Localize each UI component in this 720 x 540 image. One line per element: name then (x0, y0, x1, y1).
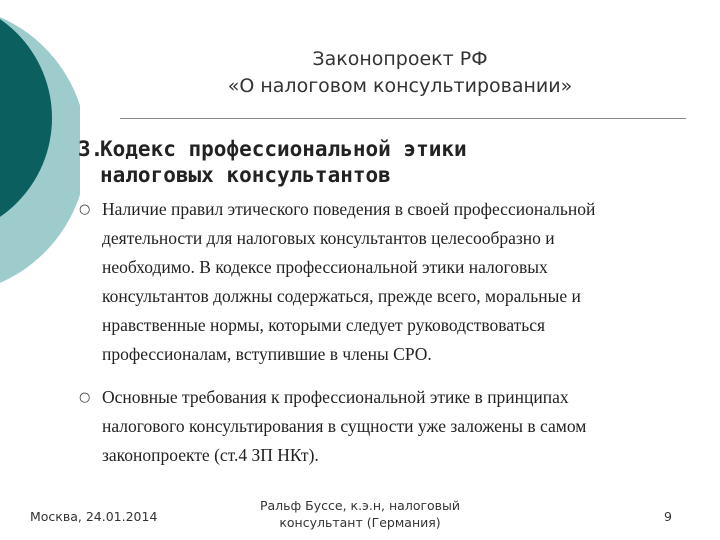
slide-title (190, 46, 610, 100)
title-divider (120, 118, 686, 119)
footer-author-line-2: консультант (Германия) (279, 515, 441, 530)
decorative-circles (0, 0, 80, 300)
bullet-list (78, 195, 678, 484)
footer-author-line-1: Ральф Буссе, к.э.н, налоговый (259, 498, 461, 513)
bullet-line: нравственные нормы, которыми следует руководствоваться (102, 315, 546, 335)
bullet-line: Основные требования к профессиональной этике в принципах (102, 387, 569, 407)
bullet-line: законопроекте (ст.4 ЗП НКт). (102, 445, 319, 465)
slide-title-line-2: «О налоговом консультировании» (227, 75, 573, 97)
bullet-item (78, 383, 678, 470)
footer-date-location: Москва, 24.01.2014 (30, 509, 158, 524)
bullet-line: консультантов должны содержаться, прежде всего, моральные и (102, 286, 581, 306)
hollow-circle-bullet-icon: ○ (79, 202, 91, 217)
bullet-item (78, 195, 678, 369)
section-heading-text (100, 136, 660, 188)
slide-title-line-1: Законопроект РФ (312, 48, 488, 70)
footer-author (235, 497, 485, 531)
section-heading-line-2: налоговых консультантов (100, 163, 391, 187)
bullet-line: налогового консультирования в сущности уже заложены в самом (102, 416, 587, 436)
bullet-line: деятельности для налоговых консультантов целесообразно и (102, 228, 555, 248)
section-number: 3. (78, 137, 104, 161)
hollow-circle-bullet-icon: ○ (79, 390, 91, 405)
page-number: 9 (664, 509, 672, 524)
bullet-line: профессионалам, вступившие в члены СРО. (102, 344, 432, 364)
section-heading-line-1: Кодекс профессиональной этики (100, 137, 467, 161)
bullet-line: необходимо. В кодексе профессиональной этики налоговых (102, 257, 548, 277)
bullet-line: Наличие правил этического поведения в своей профессиональной (102, 199, 596, 219)
